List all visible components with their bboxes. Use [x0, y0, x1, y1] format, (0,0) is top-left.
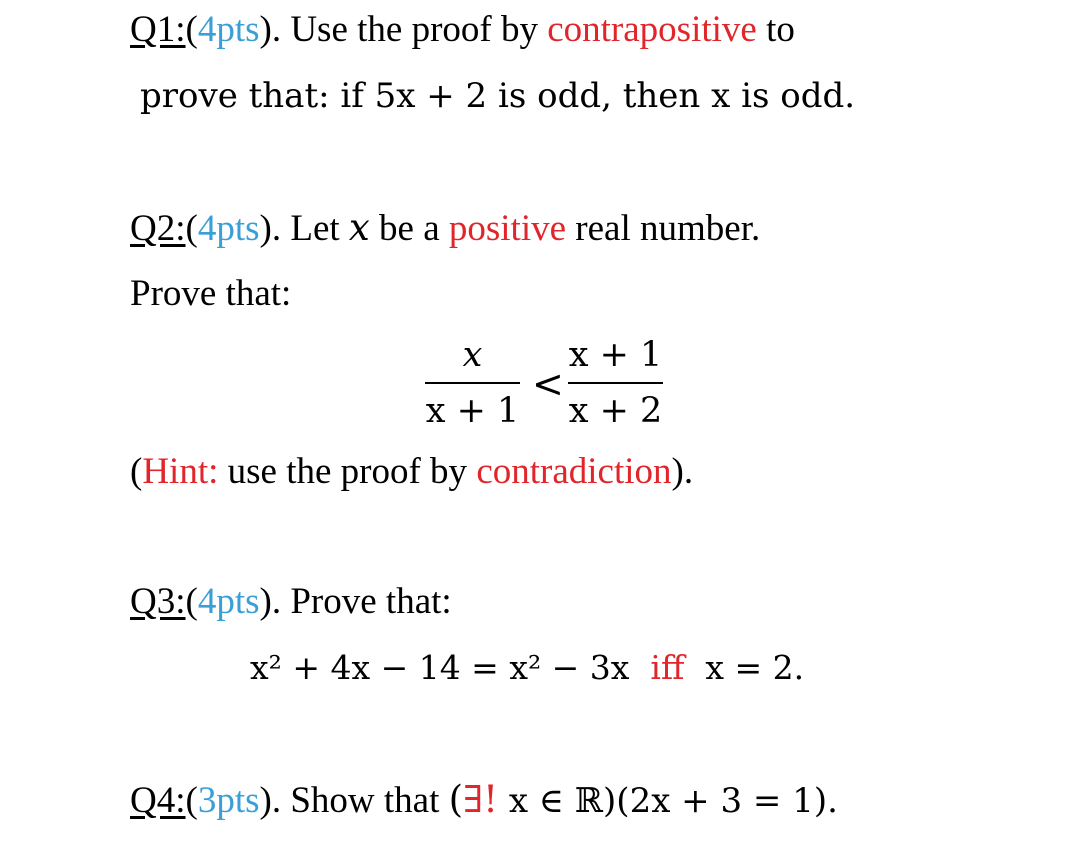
q2-fraction-left — [425, 335, 520, 435]
q3-label: Q3: — [130, 581, 186, 622]
q3-equation: x² + 4x − 14 = x² − 3x — [250, 648, 630, 687]
q4-open: ( — [185, 780, 198, 821]
q1-keyword: contrapositive — [547, 9, 757, 50]
q2-text-b: be a — [369, 208, 449, 249]
q2-hint-keyword: contradiction — [476, 451, 672, 492]
q2-text-a: ). Let — [259, 208, 349, 249]
q3-keyword: iff — [650, 648, 685, 687]
q4-text: ). Show that — [259, 780, 449, 821]
q1-label: Q1: — [130, 9, 186, 50]
q4-quantifier: ∃! — [463, 778, 499, 821]
q3-points: 4pts — [197, 581, 260, 622]
q4-label: Q4: — [130, 780, 186, 821]
q2-open: ( — [185, 208, 198, 249]
q3-equation-line — [250, 646, 804, 690]
q1-line2: prove that: if 5x + 2 is odd, then x is odd. — [140, 76, 856, 116]
q2-frac-left-bar — [425, 382, 520, 384]
q1-points: 4pts — [197, 9, 260, 50]
q2-label: Q2: — [130, 208, 186, 249]
q2-hint-close: ). — [671, 451, 694, 492]
q2-var: x — [348, 206, 370, 249]
q2-text-c: real number. — [566, 208, 761, 249]
q1-text: ). Use the proof by — [259, 9, 548, 50]
q3-line1 — [130, 580, 452, 624]
q3-open: ( — [185, 581, 198, 622]
q1-tail: to — [756, 9, 795, 50]
q4-statement: x ∈ ℝ)(2x + 3 = 1). — [498, 781, 838, 821]
q2-hint-text: use the proof by — [218, 451, 477, 492]
q4-quant-open: ( — [448, 778, 464, 821]
q2-fraction-right — [568, 335, 663, 435]
q2-hint-label: Hint: — [142, 451, 219, 492]
q2-relation: < — [532, 362, 564, 406]
q2-frac-right-denominator: x + 2 — [568, 391, 663, 431]
q4-line1 — [130, 778, 838, 823]
q1-open: ( — [185, 9, 198, 50]
q4-points: 3pts — [197, 780, 260, 821]
q2-line1 — [130, 206, 760, 251]
q2-hint — [130, 450, 693, 494]
q2-frac-right-numerator: x + 1 — [568, 335, 663, 375]
q2-frac-left-denominator: x + 1 — [425, 391, 520, 431]
q2-keyword: positive — [448, 208, 567, 249]
q2-points: 4pts — [197, 208, 260, 249]
q3-condition: x = 2. — [705, 648, 805, 687]
q2-frac-right-bar — [568, 382, 663, 384]
q3-text: ). Prove that: — [259, 581, 452, 622]
q1-line1 — [130, 8, 795, 52]
q2-frac-left-numerator: x — [462, 335, 483, 375]
q2-prove-that: Prove that: — [130, 273, 292, 314]
q2-hint-open: ( — [130, 451, 143, 492]
